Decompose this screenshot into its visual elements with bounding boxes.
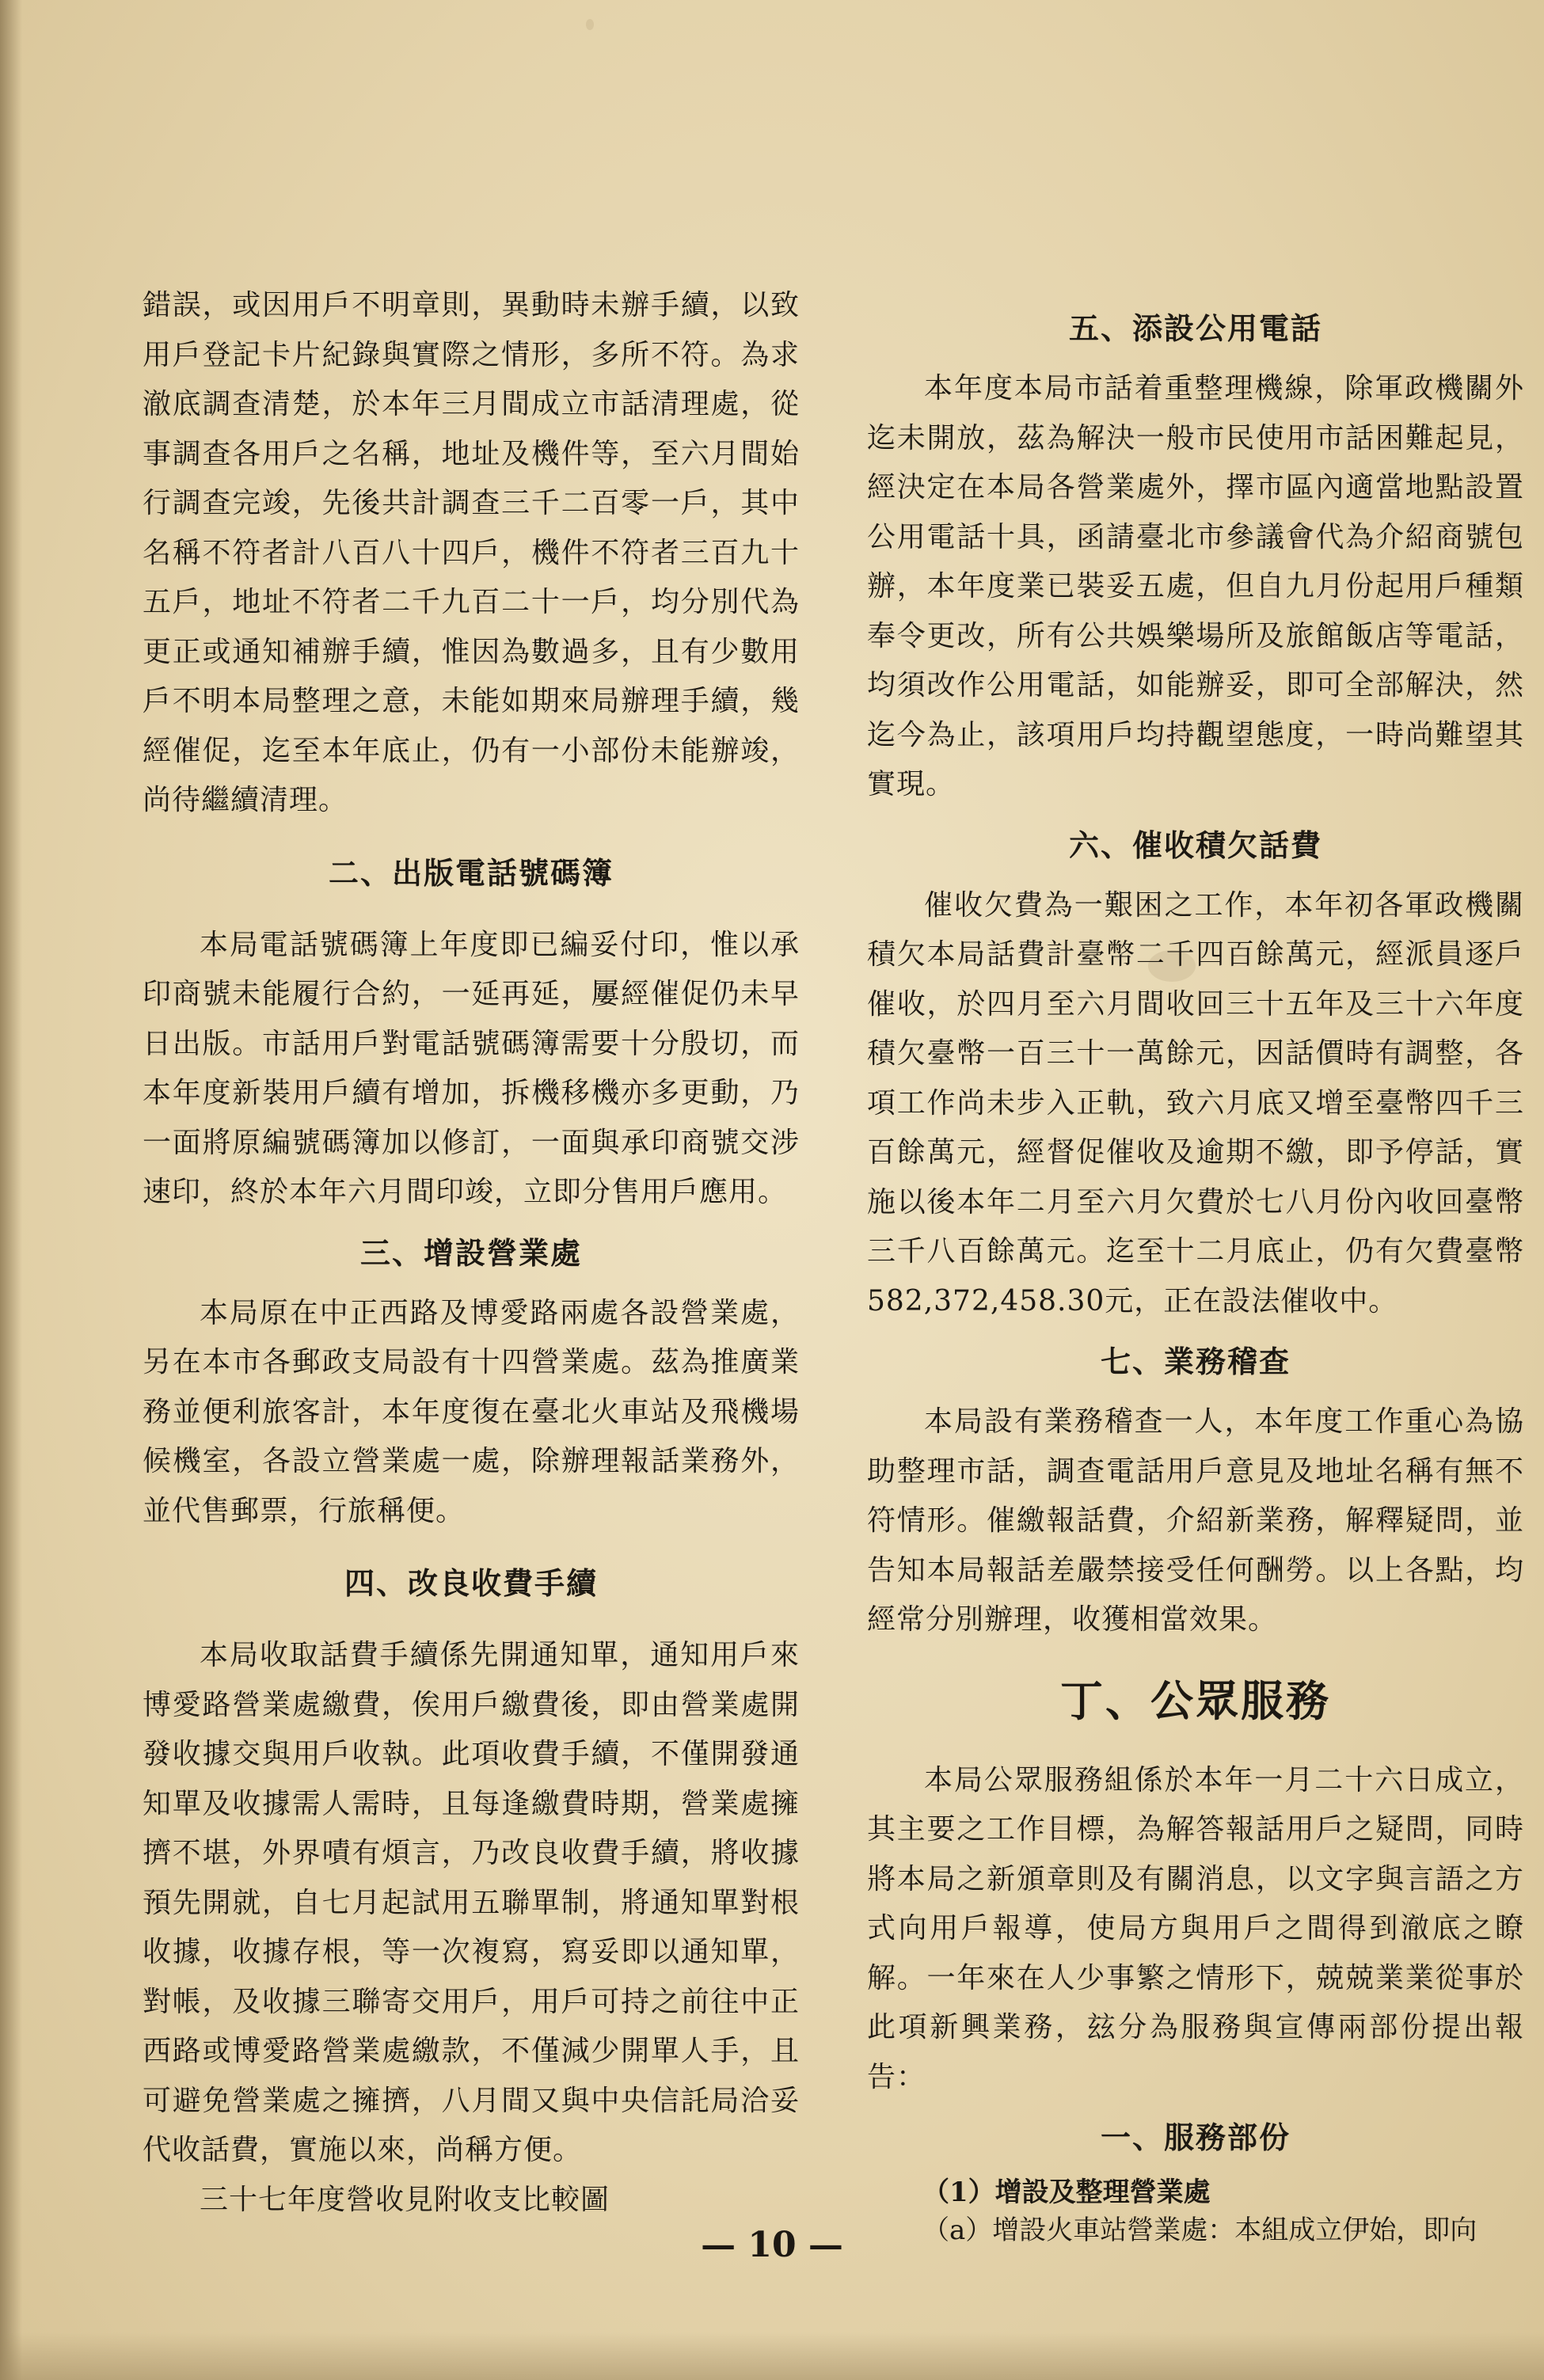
section-5-heading: 五、添設公用電話 [1068, 310, 1322, 346]
item-1: （1）增設及整理營業處 [922, 2177, 1211, 2208]
page-number: — 10 — [701, 2225, 843, 2265]
section-7-body: 本局設有業務稽查一人，本年度工作重心為協助整理市話，調查電話用戶意見及地址名稱有無不符情形。催繳報話費，介紹新業務，解釋疑問，並告知本局報話差嚴禁接受任何酬勞。以上各點，均經常分別辦理，收獲相當效果。 [867, 1405, 1524, 1636]
page-bottom-shadow [0, 2332, 1544, 2380]
ink-spot [586, 19, 594, 30]
section-7-heading: 七、業務稽查 [1100, 1344, 1291, 1379]
section-3-heading: 三、增設營業處 [359, 1234, 582, 1271]
section-6-heading: 六、催收積欠話費 [1068, 827, 1322, 863]
section-4-body: 本局收取話費手續係先開通知單，通知用戶來博愛路營業處繳費，俟用戶繳費後，即由營業處開發收據交與用戶收執。此項收費手續，不僅開發通知單及收據需人需時，且每逢繳費時期，營業處擁擠不堪，外界嘖有煩言，乃改良收費手續，將收據預先開就，自七月起試用五聯單制，將通知單對根收據，收據存根，等一次複寫，寫妥即以通知單，對帳，及收據三聯寄交用戶，用戶可持之前往中正西路或博愛路營業處繳款，不僅減少開單人手，且可避免營業處之擁擠，八月間又與中央信託局洽妥代收話費，實施以來，尚稱方便。 [143, 1639, 800, 2166]
page-edge-shadow [0, 0, 22, 2380]
section-6-body: 催收欠費為一艱困之工作，本年初各軍政機關積欠本局話費計臺幣二千四百餘萬元，經派員逐戶催收，於四月至六月間收回三十五年及三十六年度積欠臺幣一百三十一萬餘元，因話價時有調整，各項工作尚未步入正軌，致六月底又增至臺幣四千三百餘萬元，經督促催收及逾期不繳，即予停話，實施以後本年二月至六月欠費於七八月份內收回臺幣三千八百餘萬元。迄至十二月底止，仍有欠費臺幣582,372,458.30元，正在設法催收中。 [867, 888, 1524, 1317]
section-4-note: 三十七年度營收見附收支比較圖 [200, 2183, 610, 2216]
right-column [867, 309, 1524, 2249]
section-3-body: 本局原在中正西路及博愛路兩處各設營業處，另在本市各郵政支局設有十四營業處。茲為推廣業務並便利旅客計，本年度復在臺北火車站及飛機場候機室，各設立營業處一處，除辦理報話業務外，並代售郵票，行旅稱便。 [143, 1296, 800, 1527]
part-d-body: 本局公眾服務組係於本年一月二十六日成立，其主要之工作目標，為解答報話用戶之疑問，同時將本局之新頒章則及有關消息，以文字與言語之方式向用戶報導，使局方與用戶之間得到澈底之瞭解。一年來在人少事繁之情形下，兢兢業業從事於此項新興業務，玆分為服務與宣傳兩部份提出報告： [867, 1763, 1524, 2093]
section-2-heading: 二、出版電話號碼簿 [328, 854, 614, 891]
part-d-heading: 丁、公眾服務 [1060, 1675, 1331, 1726]
section-5-body: 本年度本局市話着重整理機線，除軍政機關外迄未開放，茲為解決一般市民使用市話困難起見，經決定在本局各營業處外，擇市區內適當地點設置公用電話十具，函請臺北市參議會代為介紹商號包辦，本年度業已裝妥五處，但自九月份起用戶種類奉令更改，所有公共娛樂場所及旅館飯店等電話，均須改作公用電話，如能辦妥，即可全部解決，然迄今為止，該項用戶均持觀望態度，一時尚難望其實現。 [867, 372, 1524, 800]
left-column [143, 281, 800, 2225]
continued-paragraph: 錯誤，或因用戶不明章則，異動時未辦手續，以致用戶登記卡片紀錄與實際之情形，多所不符。為求澈底調查清楚，於本年三月間成立市話清理處，從事調查各用戶之名稱，地址及機件等，至六月間始行調查完竣，先後共計調查三千二百零一戶，其中名稱不符者計八百八十四戶，機件不符者三百九十五戶，地址不符者二千九百二十一戶，均分別代為更正或通知補辦手續，惟因為數過多，且有少數用戶不明本局整理之意，未能如期來局辦理手續，幾經催促，迄至本年底止，仍有一小部份未能辦竣，尚待繼續清理。 [143, 289, 800, 816]
section-2-body: 本局電話號碼簿上年度即已編妥付印，惟以承印商號未能履行合約，一延再延，屢經催促仍未早日出版。市話用戶對電話號碼簿需要十分殷切，而本年度新裝用戶續有增加，拆機移機亦多更動，乃一面將原編號碼簿加以修訂，一面與承印商號交涉速印，終於本年六月間印竣，立即分售用戶應用。 [143, 928, 800, 1208]
service-subsection-heading: 一、服務部份 [1100, 2120, 1291, 2155]
item-a: （a）增設火車站營業處：本組成立伊始，即向 [922, 2215, 1477, 2246]
section-4-heading: 四、改良收費手續 [344, 1565, 598, 1601]
